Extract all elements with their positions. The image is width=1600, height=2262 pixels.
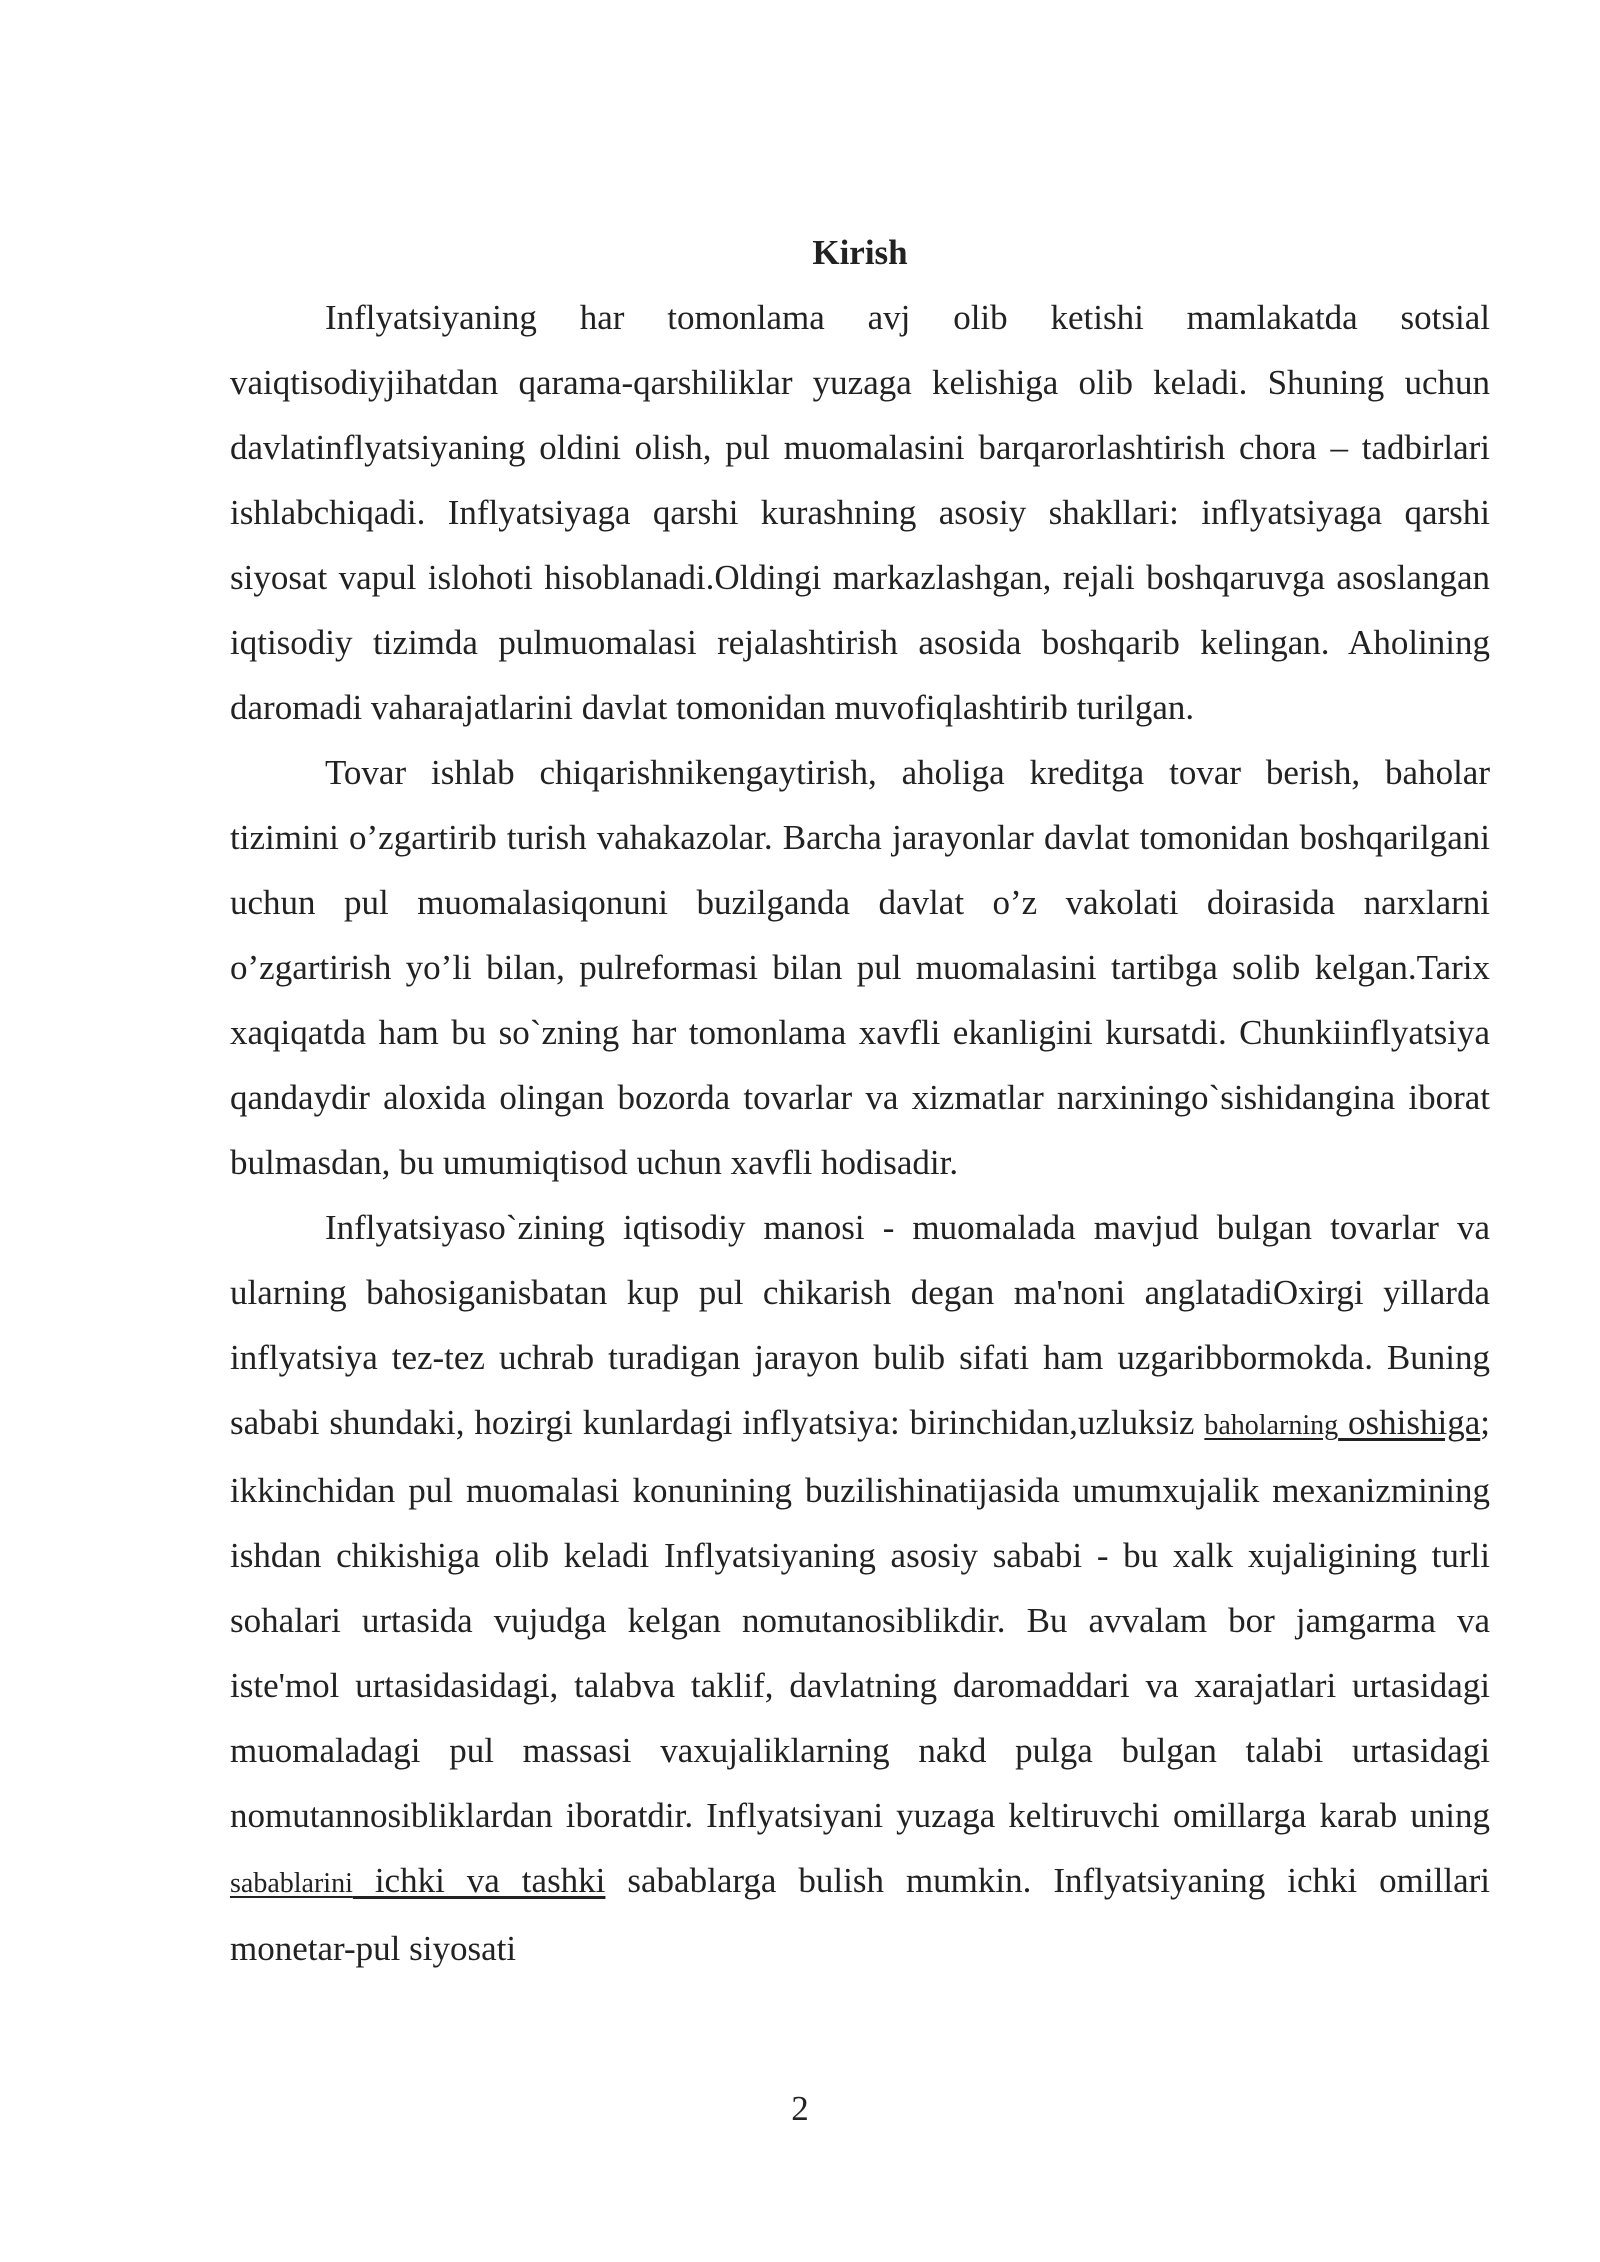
page-content <box>230 220 1490 1981</box>
section-title: Kirish <box>812 233 908 272</box>
paragraph-2: Tovar ishlab chiqarishnikengaytirish, aholiga kreditga tovar berish, baholar tizimini o’zgartirib turish vahakazolar. Barcha jarayonlar davlat tomonidan boshqarilgani uchun pul muomalasiqonuni buzilganda davlat o’z vakolati doirasida narxlarni o’zgartirish yo’li bilan, pulreformasi bilan pul muomalasini tartibga solib kelgan.Tarix xaqiqatda ham bu so`zning har tomonlama xavfli ekanligini kursatdi. Chunkiinflyatsiya qandaydir aloxida olingan bozorda tovarlar va xizmatlar narxiningo`sishidangina iborat bulmasdan, bu umumiqtisod uchun xavfli hodisadir. <box>230 753 1490 1182</box>
paragraph-1: Inflyatsiyaning har tomonlama avj olib ketishi mamlakatda sotsial vaiqtisodiyjihatdan qarama-qarshiliklar yuzaga kelishiga olib keladi. Shuning uchun davlatinflyatsiyaning oldini olish, pul muomalasini barqarorlashtirish chora – tadbirlari ishlabchiqadi. Inflyatsiyaga qarshi kurashning asosiy shakllari: inflyatsiyaga qarshi siyosat vapul islohoti hisoblanadi.Oldingi markazlashgan, rejali boshqaruvga asoslangan iqtisodiy tizimda pulmuomalasi rejalashtirish asosida boshqarib kelingan. Aholining daromadi vaharajatlarini davlat tomonidan muvofiqlashtirib turilgan. <box>230 298 1490 727</box>
page-number: 2 <box>791 2089 809 2128</box>
paragraph-3-segment-1: Inflyatsiyaso`zining iqtisodiy manosi - muomalada mavjud bulgan tovarlar va ularning bahosiganisbatan kup pul chikarish degan ma'noni anglatadiOxirgi yillarda inflyatsiya tez-tez uchrab turadigan jarayon bulib sifati ham uzgaribbormokda. Buning sababi shundaki, hozirgi kunlardagi inflyatsiya: birinchidan,uzluksiz <box>230 1208 1490 1442</box>
paragraph-3-segment-3: sabablarga bulish mumkin. Inflyatsiyaning ichki omillari monetar-pul siyosati <box>230 1861 1490 1968</box>
underlined-text-ichki-va-tashki: ichki va tashki <box>352 1861 606 1900</box>
underlined-text-baholarning: baholarning <box>1204 1410 1339 1441</box>
paragraph-3 <box>230 1195 1490 1981</box>
underlined-text-oshishiga: oshishiga <box>1338 1403 1481 1442</box>
underlined-text-sabablarini: sabablarini <box>230 1868 353 1899</box>
paragraph-3-segment-2: ; ikkinchidan pul muomalasi konunining buzilishinatijasida umumxujalik mexanizmining ishdan chikishiga olib keladi Inflyatsiyaning asosiy sababi - bu xalk xujaligining turli sohalari urtasida vujudga kelgan nomutanosiblikdir. Bu avvalam bor jamgarma va iste'mol urtasidasidagi, talabva taklif, davlatning daromaddari va xarajatlari urtasidagi muomaladagi pul massasi vaxujaliklarning nakd pulga bulgan talabi urtasidagi nomutannosibliklardan iboratdir. Inflyatsiyani yuzaga keltiruvchi omillarga karab uning <box>230 1403 1490 1835</box>
